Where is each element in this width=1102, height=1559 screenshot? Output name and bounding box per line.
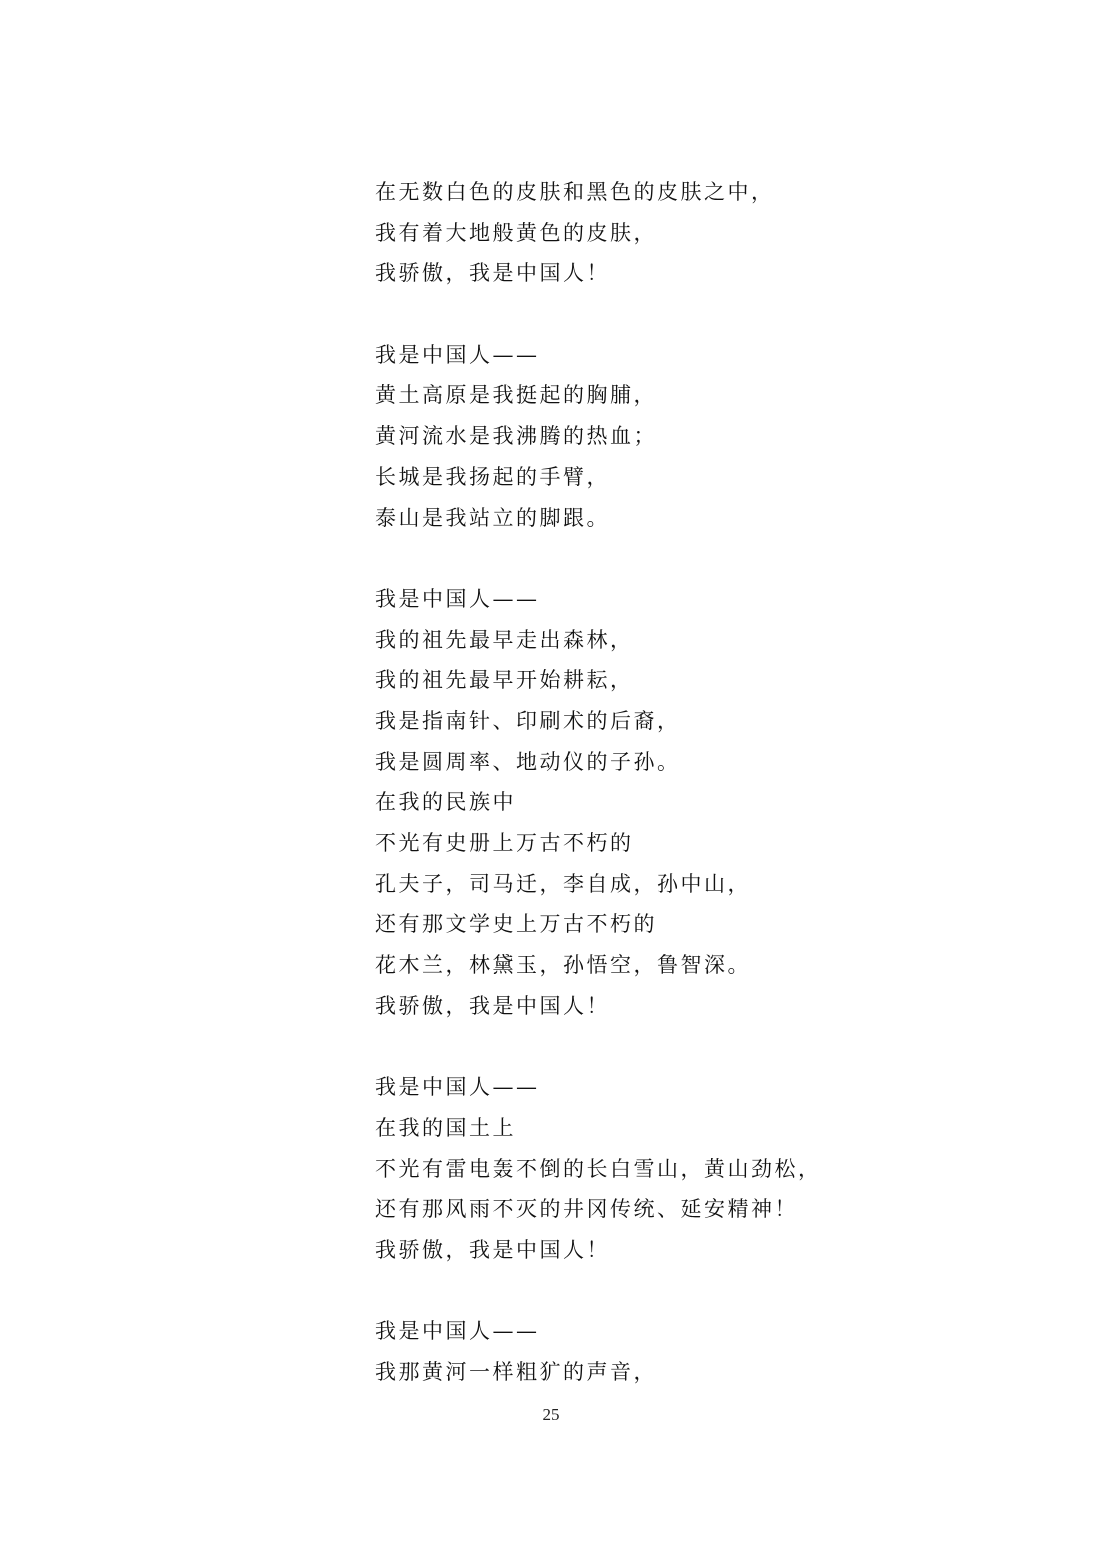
poem-body xyxy=(375,172,995,1433)
poem-line: 我是指南针、印刷术的后裔， xyxy=(375,708,681,733)
stanza xyxy=(375,335,995,538)
poem-line: 我是圆周率、地动仪的子孙。 xyxy=(375,749,681,774)
poem-line: 不光有史册上万古不朽的 xyxy=(375,831,634,855)
poem-line: 我的祖先最早走出森林， xyxy=(375,627,634,652)
poem-line: 长城是我扬起的手臂， xyxy=(375,464,610,489)
poem-line: 还有那风雨不灭的井冈传统、延安精神！ xyxy=(375,1197,798,1222)
poem-line: 花木兰，林黛玉，孙悟空，鲁智深。 xyxy=(375,953,751,978)
poem-line: 黄土高原是我挺起的胸脯， xyxy=(375,383,657,408)
poem-line: 在我的民族中 xyxy=(375,790,516,815)
poem-line: 孔夫子，司马迁，李自成，孙中山， xyxy=(375,871,751,896)
stanza xyxy=(375,172,995,294)
poem-line: 我的祖先最早开始耕耘， xyxy=(375,668,634,693)
poem-line: 我是中国人—— xyxy=(375,1075,540,1100)
poem-line: 在我的国土上 xyxy=(375,1115,516,1140)
poem-line: 还有那文学史上万古不朽的 xyxy=(375,912,657,937)
page-number: 25 xyxy=(542,1405,560,1424)
poem-line: 不光有雷电轰不倒的长白雪山，黄山劲松， xyxy=(375,1156,822,1181)
poem-line: 在无数白色的皮肤和黑色的皮肤之中， xyxy=(375,180,775,204)
poem-line: 我骄傲，我是中国人！ xyxy=(375,1237,610,1262)
stanza xyxy=(375,1311,995,1392)
poem-line: 我那黄河一样粗犷的声音， xyxy=(375,1359,657,1384)
poem-line: 我是中国人—— xyxy=(375,1319,540,1344)
stanza xyxy=(375,1067,995,1270)
poem-line: 泰山是我站立的脚跟。 xyxy=(375,505,610,530)
poem-line: 我有着大地般黄色的皮肤， xyxy=(375,220,657,245)
poem-line: 我骄傲，我是中国人！ xyxy=(375,993,610,1018)
stanza xyxy=(375,579,995,1027)
poem-line: 我是中国人—— xyxy=(375,342,540,367)
poem-line: 我骄傲，我是中国人！ xyxy=(375,261,610,286)
poem-line: 我是中国人—— xyxy=(375,586,540,611)
poem-line: 黄河流水是我沸腾的热血； xyxy=(375,424,657,449)
